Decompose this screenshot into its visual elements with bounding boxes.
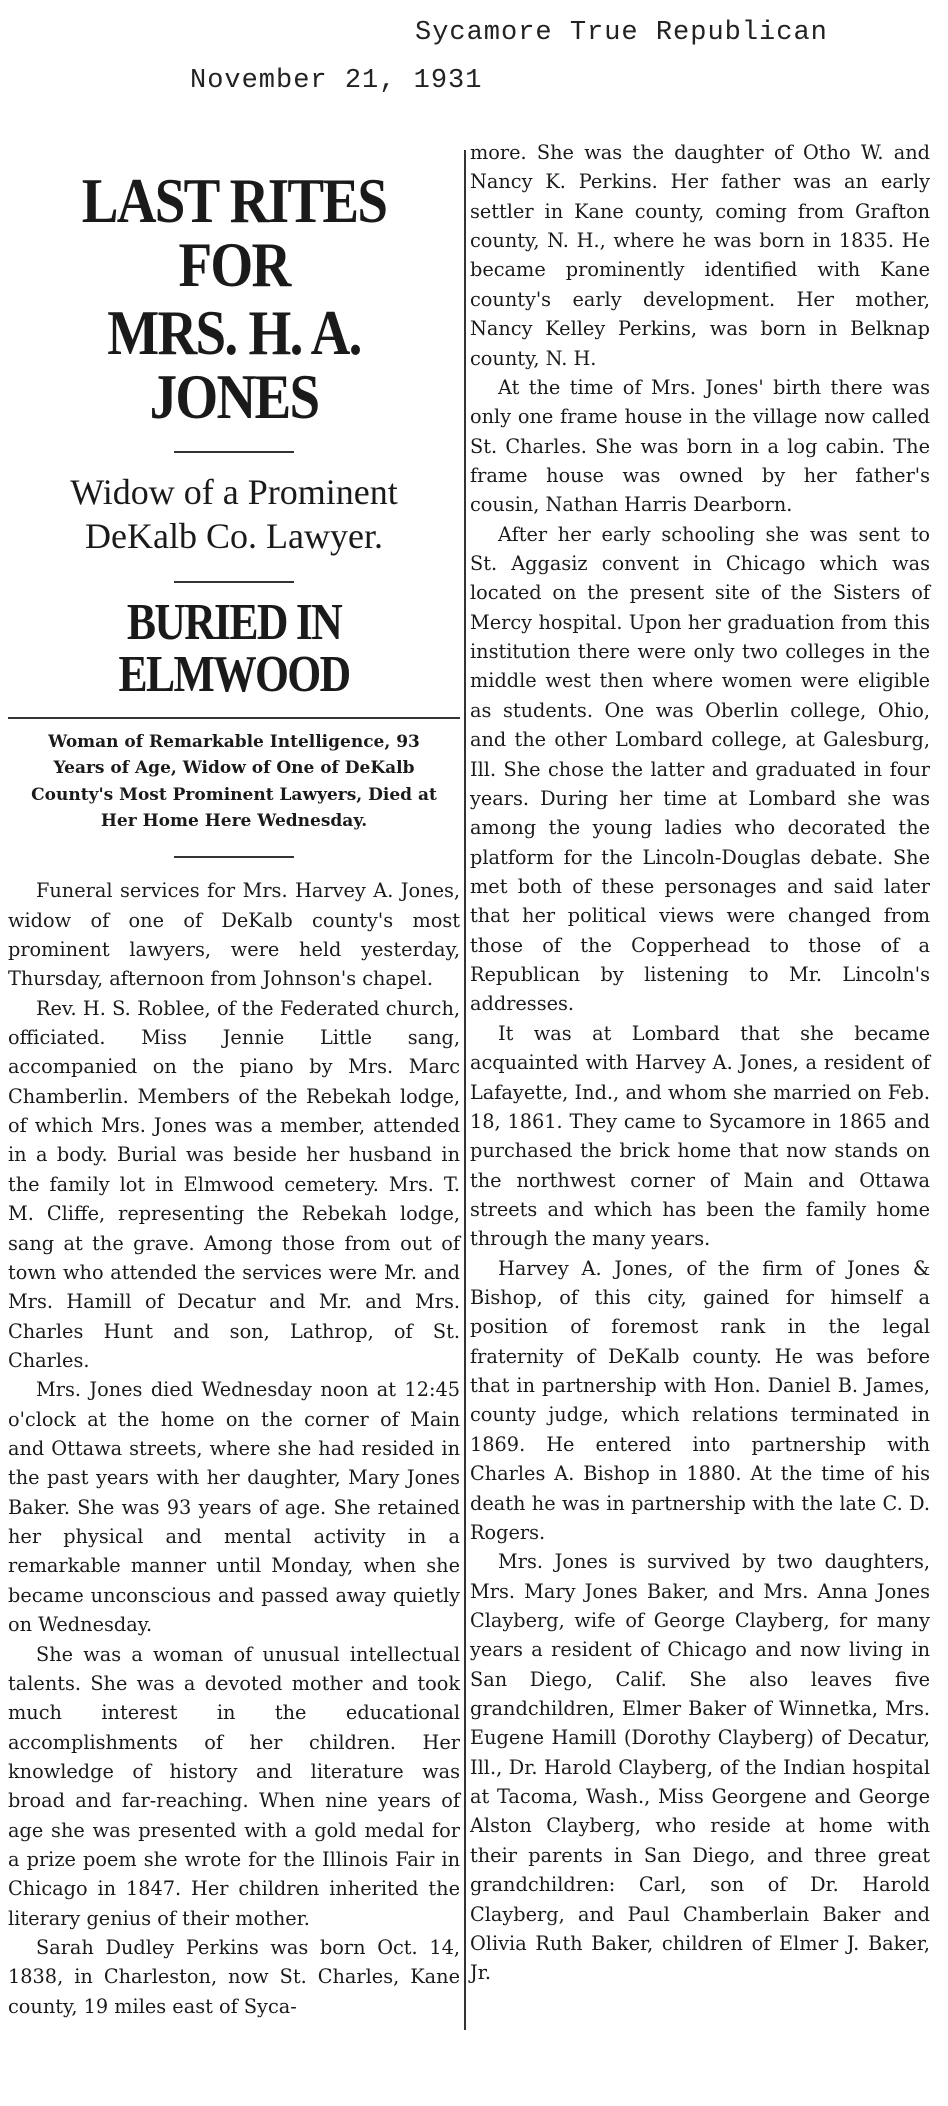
column-divider: [464, 150, 466, 2030]
headline-divider: [174, 451, 294, 453]
subdeck-divider: [174, 856, 294, 858]
right-column: [470, 138, 930, 1988]
headline-line-3: BURIED IN ELMWOOD: [118, 593, 350, 703]
headline-line-1: LAST RITES FOR: [81, 165, 387, 300]
article-paragraph: more. She was the daughter of Otho W. and Nancy K. Perkins. Her father was an early settler in Kane county, coming from Grafton county, N. H., where he was born in 1835. He became prominently identified with Kane county's early development. Her mother, Nancy Kelley Perkins, was born in Belknap county, N. H.: [470, 141, 930, 370]
article-paragraph: At the time of Mrs. Jones' birth there was only one frame house in the village now called St. Charles. She was born in a log cabin. The frame house was owned by her father's cousin, Nathan Harris Dearborn.: [470, 375, 930, 517]
article-paragraph: She was a woman of unusual intellectual talents. She was a devoted mother and took much interest in the educational accomplishments of her children. Her knowledge of history and literature was broad and far-reaching. When nine years of age she was presented with a gold medal for a prize poem she wrote for the Illinois Fair in Chicago in 1847. Her children inherited the literary genius of their mother.: [8, 1642, 460, 1930]
article-paragraph: After her early schooling she was sent to St. Aggasiz convent in Chicago which was located on the present site of the Sisters of Mercy hospital. Upon her graduation from this institution there were only two colleges in the middle west then where women were eligible as students. One was Oberlin college, Ohio, and the other Lombard college, at Galesburg, Ill. She chose the latter and graduated in four years. During her time at Lombard she was among the young ladies who decorated the platform for the Lincoln-Douglas debate. She met both of these personages and said later that her political views were changed from those of the Copperhead to those of a Republican by listening to Mr. Lincoln's addresses.: [470, 522, 930, 1016]
article-body-right: [470, 138, 930, 1988]
article-paragraph: Funeral services for Mrs. Harvey A. Jones, widow of one of DeKalb county's most prominent lawyers, were held yesterday, Thursday, afternoon from Johnson's chapel.: [8, 879, 460, 991]
publication-name: Sycamore True Republican: [415, 18, 828, 48]
deck-line-1: Widow of a Prominent: [70, 472, 398, 512]
deck-divider: [174, 581, 294, 583]
article-paragraph: Sarah Dudley Perkins was born Oct. 14, 1838, in Charleston, now St. Charles, Kane county, 19 miles east of Syca-: [8, 1936, 460, 2018]
left-column: [8, 165, 460, 2021]
subdeck-top-rule: [8, 717, 460, 719]
article-paragraph: Harvey A. Jones, of the firm of Jones & Bishop, of this city, gained for himself a position of foremost rank in the legal fraternity of DeKalb county. He was before that in partnership with Hon. Daniel B. James, county judge, which relations terminated in 1869. He entered into partnership with Charles A. Bishop in 1880. At the time of his death he was in partnership with the late C. D. Rogers.: [470, 1256, 930, 1544]
publication-date: November 21, 1931: [190, 66, 483, 96]
article-paragraph: Mrs. Jones died Wednesday noon at 12:45 o'clock at the home on the corner of Main and Ottawa streets, where she had resided in the past years with her daughter, Mary Jones Baker. She was 93 years of age. She retained her physical and mental activity in a remarkable manner until Monday, when she became unconscious and passed away quietly on Wednesday.: [8, 1378, 460, 1637]
subdeck: Woman of Remarkable Intelligence, 93 Years of Age, Widow of One of DeKalb County's Most Prominent Lawyers, Died at Her Home Here Wednesday.: [31, 731, 437, 831]
article-paragraph: It was at Lombard that she became acquainted with Harvey A. Jones, a resident of Lafayette, Ind., and whom she married on Feb. 18, 1861. They came to Sycamore in 1865 and purchased the brick home that now stands on the northwest corner of Main and Ottawa streets and which has been the family home through the many years.: [470, 1021, 930, 1251]
article-paragraph: Rev. H. S. Roblee, of the Federated church, officiated. Miss Jennie Little sang, accompanied on the piano by Mrs. Marc Chamberlin. Members of the Rebekah lodge, of which Mrs. Jones was a member, attended in a body. Burial was beside her husband in the family lot in Elmwood cemetery. Mrs. T. M. Cliffe, representing the Rebekah lodge, sang at the grave. Among those from out of town who attended the services were Mr. and Mrs. Hamill of Decatur and Mr. and Mrs. Charles Hunt and son, Lathrop, of St. Charles.: [8, 996, 460, 1372]
headline-line-2: MRS. H. A. JONES: [107, 297, 361, 432]
article-body-left: [8, 876, 460, 2021]
article-paragraph: Mrs. Jones is survived by two daughters, Mrs. Mary Jones Baker, and Mrs. Anna Jones Clayberg, wife of George Clayberg, for many years a resident of Chicago and now living in San Diego, Calif. She also leaves five grandchildren, Elmer Baker of Winnetka, Mrs. Eugene Hamill (Dorothy Clayberg) of Decatur, Ill., Dr. Harold Clayberg, of the Indian hospital at Tacoma, Wash., Miss Georgene and George Alston Clayberg, who reside at home with their parents in San Diego, and three great grandchildren: Carl, son of Dr. Harold Clayberg, and Paul Chamberlain Baker and Olivia Ruth Baker, children of Elmer J. Baker, Jr.: [470, 1550, 930, 1985]
deck-line-2: DeKalb Co. Lawyer.: [85, 515, 383, 556]
